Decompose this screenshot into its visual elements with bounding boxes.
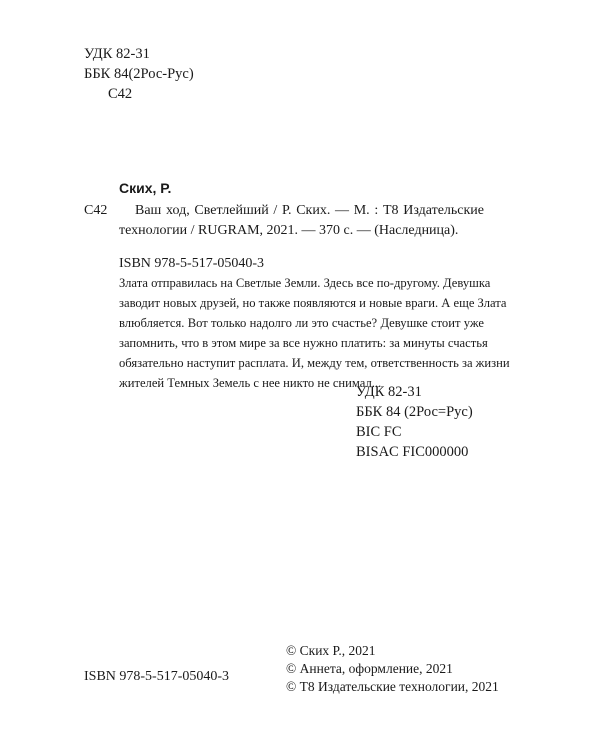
copyright-line: © Аннета, оформление, 2021: [286, 661, 453, 676]
code-bbk: ББК 84 (2Рос=Рус): [356, 404, 473, 420]
isbn-upper: ISBN 978-5-517-05040-3: [119, 256, 265, 271]
top-bbk: ББК 84(2Рос-Рус): [84, 66, 194, 82]
code-bisac: BISAC FIC000000: [356, 444, 469, 460]
annotation-line: жителей Темных Земель с нее никто не снимал...: [119, 376, 382, 390]
copyright-line: © Т8 Издательские технологии, 2021: [286, 679, 499, 694]
annotation-line: влюбляется. Вот только надолго ли это счастье? Девушке стоит уже: [119, 316, 484, 330]
copyright-block: [286, 642, 499, 696]
top-udk: УДК 82-31: [84, 46, 150, 62]
top-classification: [84, 44, 194, 104]
catalog-description: [135, 201, 484, 221]
catalog-author: Ских, Р.: [119, 180, 172, 196]
annotation-line: запомнить, что в этом мире за все нужно платить: за минуты счастья: [119, 336, 488, 350]
catalog-mark: С42: [84, 203, 108, 218]
copyright-line: © Ских Р., 2021: [286, 643, 376, 658]
annotation: [119, 273, 510, 393]
code-udk: УДК 82-31: [356, 384, 422, 400]
classification-codes: [356, 382, 473, 462]
catalog-line-1: Ваш ход, Светлейший / Р. Ских. — М. : Т8 Издательские: [135, 203, 484, 218]
annotation-line: Злата отправилась на Светлые Земли. Здесь все по-другому. Девушка: [119, 276, 491, 290]
code-bic: BIC FC: [356, 424, 402, 440]
annotation-line: заводит новых друзей, но также появляются и новые враги. А еще Злата: [119, 296, 507, 310]
catalog-line-2-wrap: [119, 221, 458, 241]
catalog-line-2: технологии / RUGRAM, 2021. — 370 с. — (Наследница).: [119, 223, 459, 238]
isbn-lower: ISBN 978-5-517-05040-3: [84, 669, 230, 684]
top-author-mark: С42: [108, 86, 133, 102]
annotation-line: обязательно наступит расплата. И, между тем, ответственность за жизни: [119, 356, 510, 370]
